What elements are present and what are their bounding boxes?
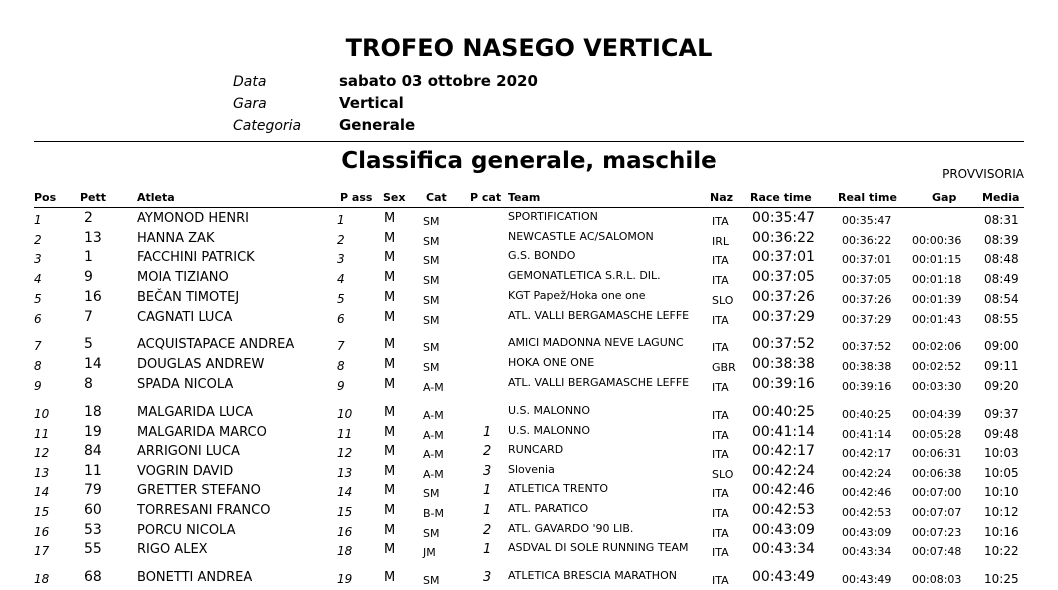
cell-pett: 79: [84, 482, 102, 498]
cell-cat: SM: [423, 527, 440, 540]
cell-pett: 53: [84, 522, 102, 538]
table-row: [0, 464, 1058, 484]
cell-atleta: CAGNATI LUCA: [137, 310, 233, 325]
cell-cat: SM: [423, 254, 440, 267]
cell-naz: ITA: [712, 527, 729, 540]
cell-pos: 6: [34, 312, 42, 326]
cell-sex: M: [384, 542, 396, 557]
cell-cat: SM: [423, 341, 440, 354]
cell-cat: JM: [423, 546, 436, 559]
cell-pos: 14: [34, 485, 50, 499]
cell-naz: ITA: [712, 381, 729, 394]
cell-race-time: 00:43:09: [752, 522, 815, 538]
table-row: [0, 425, 1058, 445]
meta-value-data: sabato 03 ottobre 2020: [339, 72, 538, 90]
cell-team: Slovenia: [508, 463, 555, 476]
cell-team: ATL. VALLI BERGAMASCHE LEFFE: [508, 376, 690, 389]
header-divider: [34, 207, 1024, 208]
cell-team: G.S. BONDO: [508, 249, 576, 262]
meta-value-gara: Vertical: [339, 94, 404, 112]
cell-pett: 55: [84, 541, 102, 557]
cell-pett: 8: [84, 376, 93, 392]
cell-media: 10:05: [984, 466, 1019, 480]
cell-atleta: PORCU NICOLA: [137, 523, 236, 538]
cell-team: ATLETICA BRESCIA MARATHON: [508, 569, 677, 582]
cell-sex: M: [384, 231, 396, 246]
col-header-cat: Cat: [426, 191, 447, 204]
cell-atleta: GRETTER STEFANO: [137, 483, 261, 498]
cell-pett: 68: [84, 569, 102, 585]
cell-gap: 00:02:06: [912, 340, 962, 353]
table-row: [0, 405, 1058, 425]
cell-race-time: 00:42:46: [752, 482, 815, 498]
cell-real-time: 00:42:53: [842, 506, 892, 519]
cell-naz: ITA: [712, 574, 729, 587]
cell-gap: 00:07:23: [912, 526, 962, 539]
cell-team: ATL. GAVARDO '90 LIB.: [508, 522, 634, 535]
cell-team: SPORTIFICATION: [508, 210, 598, 223]
cell-sex: M: [384, 483, 396, 498]
cell-media: 09:00: [984, 339, 1019, 353]
cell-cat: SM: [423, 487, 440, 500]
cell-pett: 19: [84, 424, 102, 440]
cell-real-time: 00:42:24: [842, 467, 892, 480]
table-row: [0, 231, 1058, 251]
cell-sex: M: [384, 377, 396, 392]
col-header-gap: Gap: [932, 191, 957, 204]
cell-gap: 00:03:30: [912, 380, 962, 393]
cell-cat: SM: [423, 361, 440, 374]
cell-cat: SM: [423, 215, 440, 228]
cell-pass: 14: [337, 485, 353, 499]
cell-media: 09:11: [984, 359, 1019, 373]
cell-pett: 14: [84, 356, 102, 372]
cell-team: AMICI MADONNA NEVE LAGUNC: [508, 336, 684, 349]
cell-real-time: 00:37:26: [842, 293, 892, 306]
cell-sex: M: [384, 444, 396, 459]
cell-media: 10:03: [984, 446, 1019, 460]
cell-media: 08:31: [984, 213, 1019, 227]
cell-cat: SM: [423, 294, 440, 307]
cell-pass: 13: [337, 466, 353, 480]
col-header-atleta: Atleta: [137, 191, 175, 204]
cell-naz: ITA: [712, 314, 729, 327]
cell-real-time: 00:37:29: [842, 313, 892, 326]
cell-cat: SM: [423, 274, 440, 287]
cell-naz: ITA: [712, 274, 729, 287]
table-row: [0, 290, 1058, 310]
cell-naz: ITA: [712, 487, 729, 500]
cell-real-time: 00:43:34: [842, 545, 892, 558]
cell-pett: 60: [84, 502, 102, 518]
cell-cat: SM: [423, 235, 440, 248]
meta-label-categoria: Categoria: [233, 118, 302, 134]
cell-sex: M: [384, 464, 396, 479]
cell-gap: 00:07:48: [912, 545, 962, 558]
cell-real-time: 00:43:09: [842, 526, 892, 539]
cell-pcat: 1: [483, 542, 492, 557]
cell-pass: 10: [337, 407, 353, 421]
col-header-naz: Naz: [710, 191, 734, 204]
cell-real-time: 00:43:49: [842, 573, 892, 586]
cell-sex: M: [384, 310, 396, 325]
cell-pass: 9: [337, 379, 345, 393]
cell-pos: 17: [34, 544, 50, 558]
cell-sex: M: [384, 290, 396, 305]
cell-pett: 9: [84, 269, 93, 285]
cell-real-time: 00:42:46: [842, 486, 892, 499]
cell-pett: 5: [84, 336, 93, 352]
cell-team: HOKA ONE ONE: [508, 356, 595, 369]
cell-atleta: ACQUISTAPACE ANDREA: [137, 337, 295, 352]
cell-gap: 00:05:28: [912, 428, 962, 441]
cell-pass: 11: [337, 427, 353, 441]
cell-real-time: 00:38:38: [842, 360, 892, 373]
cell-pett: 13: [84, 230, 102, 246]
cell-pass: 6: [337, 312, 345, 326]
cell-team: U.S. MALONNO: [508, 424, 591, 437]
cell-pos: 3: [34, 252, 42, 266]
cell-pos: 11: [34, 427, 50, 441]
cell-pcat: 3: [483, 464, 492, 479]
cell-atleta: ARRIGONI LUCA: [137, 444, 240, 459]
cell-pos: 18: [34, 572, 50, 586]
table-row: [0, 503, 1058, 523]
cell-pass: 3: [337, 252, 345, 266]
cell-race-time: 00:37:26: [752, 289, 815, 305]
cell-sex: M: [384, 250, 396, 265]
cell-real-time: 00:37:52: [842, 340, 892, 353]
cell-team: ASDVAL DI SOLE RUNNING TEAM: [508, 541, 689, 554]
cell-pett: 1: [84, 249, 93, 265]
meta-value-categoria: Generale: [339, 116, 416, 134]
cell-pett: 84: [84, 443, 102, 459]
cell-pcat: 2: [483, 523, 492, 538]
cell-race-time: 00:42:17: [752, 443, 815, 459]
cell-race-time: 00:42:24: [752, 463, 815, 479]
cell-atleta: RIGO ALEX: [137, 542, 208, 557]
cell-sex: M: [384, 425, 396, 440]
cell-pos: 4: [34, 272, 42, 286]
cell-atleta: MOIA TIZIANO: [137, 270, 229, 285]
cell-race-time: 00:37:52: [752, 336, 815, 352]
cell-atleta: AYMONOD HENRI: [137, 211, 249, 226]
table-row: [0, 377, 1058, 397]
cell-gap: 00:04:39: [912, 408, 962, 421]
cell-media: 08:54: [984, 292, 1019, 306]
cell-gap: 00:07:07: [912, 506, 962, 519]
cell-gap: 00:06:31: [912, 447, 962, 460]
cell-naz: ITA: [712, 546, 729, 559]
cell-atleta: HANNA ZAK: [137, 231, 215, 246]
table-row: [0, 483, 1058, 503]
cell-naz: ITA: [712, 409, 729, 422]
cell-pass: 19: [337, 572, 353, 586]
table-row: [0, 357, 1058, 377]
cell-atleta: TORRESANI FRANCO: [137, 503, 271, 518]
col-header-pass: P ass: [340, 191, 373, 204]
cell-atleta: MALGARIDA LUCA: [137, 405, 254, 420]
cell-pos: 16: [34, 525, 50, 539]
cell-naz: ITA: [712, 448, 729, 461]
cell-race-time: 00:37:01: [752, 249, 815, 265]
cell-naz: IRL: [712, 235, 730, 248]
cell-media: 10:12: [984, 505, 1019, 519]
cell-atleta: DOUGLAS ANDREW: [137, 357, 265, 372]
cell-gap: 00:02:52: [912, 360, 962, 373]
cell-naz: SLO: [712, 294, 734, 307]
cell-media: 08:55: [984, 312, 1019, 326]
cell-sex: M: [384, 211, 396, 226]
cell-real-time: 00:40:25: [842, 408, 892, 421]
cell-atleta: VOGRIN DAVID: [137, 464, 234, 479]
cell-team: ATL. PARATICO: [508, 502, 589, 515]
cell-pass: 18: [337, 544, 353, 558]
cell-pos: 1: [34, 213, 42, 227]
cell-sex: M: [384, 503, 396, 518]
meta-label-data: Data: [233, 74, 267, 90]
cell-pass: 7: [337, 339, 345, 353]
cell-race-time: 00:37:05: [752, 269, 815, 285]
cell-media: 10:22: [984, 544, 1019, 558]
cell-media: 09:37: [984, 407, 1019, 421]
cell-gap: 00:06:38: [912, 467, 962, 480]
table-row: [0, 310, 1058, 330]
cell-pett: 11: [84, 463, 102, 479]
cell-pos: 10: [34, 407, 50, 421]
table-row: [0, 337, 1058, 357]
cell-pos: 9: [34, 379, 42, 393]
cell-race-time: 00:35:47: [752, 210, 815, 226]
table-row: [0, 570, 1058, 590]
cell-sex: M: [384, 523, 396, 538]
cell-race-time: 00:39:16: [752, 376, 815, 392]
cell-real-time: 00:35:47: [842, 214, 892, 227]
cell-gap: 00:00:36: [912, 234, 962, 247]
cell-pass: 8: [337, 359, 345, 373]
cell-pcat: 3: [483, 570, 492, 585]
cell-pos: 12: [34, 446, 50, 460]
cell-pos: 15: [34, 505, 50, 519]
cell-naz: SLO: [712, 468, 734, 481]
cell-media: 08:49: [984, 272, 1019, 286]
table-row: [0, 523, 1058, 543]
col-header-pcat: P cat: [470, 191, 502, 204]
cell-atleta: BEČAN TIMOTEJ: [137, 290, 240, 305]
cell-race-time: 00:37:29: [752, 309, 815, 325]
cell-gap: 00:01:18: [912, 273, 962, 286]
cell-pass: 12: [337, 446, 353, 460]
page-title: TROFEO NASEGO VERTICAL: [345, 34, 713, 62]
cell-pett: 16: [84, 289, 102, 305]
cell-team: GEMONATLETICA S.R.L. DIL.: [508, 269, 661, 282]
cell-team: U.S. MALONNO: [508, 404, 591, 417]
col-header-pos: Pos: [34, 191, 57, 204]
table-row: [0, 444, 1058, 464]
table-row: [0, 211, 1058, 231]
cell-naz: GBR: [712, 361, 736, 374]
cell-cat: B-M: [423, 507, 445, 520]
cell-race-time: 00:41:14: [752, 424, 815, 440]
cell-gap: 00:08:03: [912, 573, 962, 586]
cell-sex: M: [384, 405, 396, 420]
cell-atleta: SPADA NICOLA: [137, 377, 234, 392]
cell-race-time: 00:36:22: [752, 230, 815, 246]
cell-pos: 8: [34, 359, 42, 373]
cell-race-time: 00:43:34: [752, 541, 815, 557]
cell-media: 09:20: [984, 379, 1019, 393]
col-header-pett: Pett: [80, 191, 107, 204]
cell-naz: ITA: [712, 429, 729, 442]
table-row: [0, 270, 1058, 290]
cell-media: 09:48: [984, 427, 1019, 441]
cell-media: 10:25: [984, 572, 1019, 586]
cell-naz: ITA: [712, 507, 729, 520]
cell-pos: 5: [34, 292, 42, 306]
table-row: [0, 250, 1058, 270]
cell-real-time: 00:37:05: [842, 273, 892, 286]
col-header-team: Team: [508, 191, 541, 204]
cell-pett: 2: [84, 210, 93, 226]
cell-gap: 00:01:43: [912, 313, 962, 326]
cell-atleta: FACCHINI PATRICK: [137, 250, 255, 265]
col-header-sex: Sex: [383, 191, 406, 204]
cell-team: RUNCARD: [508, 443, 564, 456]
cell-atleta: MALGARIDA MARCO: [137, 425, 267, 440]
cell-gap: 00:01:15: [912, 253, 962, 266]
cell-media: 08:48: [984, 252, 1019, 266]
cell-real-time: 00:36:22: [842, 234, 892, 247]
cell-cat: A-M: [423, 468, 444, 481]
cell-real-time: 00:39:16: [842, 380, 892, 393]
cell-real-time: 00:42:17: [842, 447, 892, 460]
cell-cat: A-M: [423, 409, 444, 422]
cell-team: KGT Papež/Hoka one one: [508, 289, 646, 302]
cell-atleta: BONETTI ANDREA: [137, 570, 253, 585]
cell-team: ATL. VALLI BERGAMASCHE LEFFE: [508, 309, 690, 322]
cell-cat: A-M: [423, 429, 444, 442]
cell-pcat: 1: [483, 483, 492, 498]
cell-cat: SM: [423, 574, 440, 587]
cell-media: 10:16: [984, 525, 1019, 539]
cell-pass: 4: [337, 272, 345, 286]
cell-sex: M: [384, 337, 396, 352]
col-header-media: Media: [982, 191, 1020, 204]
cell-pos: 2: [34, 233, 42, 247]
cell-pcat: 1: [483, 425, 492, 440]
cell-pett: 7: [84, 309, 93, 325]
cell-naz: ITA: [712, 341, 729, 354]
cell-pass: 1: [337, 213, 345, 227]
cell-pos: 7: [34, 339, 42, 353]
cell-race-time: 00:42:53: [752, 502, 815, 518]
cell-pett: 18: [84, 404, 102, 420]
cell-race-time: 00:38:38: [752, 356, 815, 372]
cell-race-time: 00:43:49: [752, 569, 815, 585]
top-divider: [34, 141, 1024, 142]
cell-sex: M: [384, 357, 396, 372]
col-header-real-time: Real time: [838, 191, 897, 204]
meta-label-gara: Gara: [233, 96, 267, 112]
cell-pass: 5: [337, 292, 345, 306]
cell-naz: ITA: [712, 215, 729, 228]
cell-media: 08:39: [984, 233, 1019, 247]
cell-pass: 2: [337, 233, 345, 247]
cell-pass: 16: [337, 525, 353, 539]
cell-pcat: 2: [483, 444, 492, 459]
cell-team: NEWCASTLE AC/SALOMON: [508, 230, 654, 243]
cell-cat: SM: [423, 314, 440, 327]
cell-cat: A-M: [423, 381, 444, 394]
cell-sex: M: [384, 570, 396, 585]
cell-pass: 15: [337, 505, 353, 519]
status-badge: PROVVISORIA: [942, 167, 1024, 181]
cell-naz: ITA: [712, 254, 729, 267]
cell-cat: A-M: [423, 448, 444, 461]
cell-pcat: 1: [483, 503, 492, 518]
cell-gap: 00:01:39: [912, 293, 962, 306]
table-row: [0, 542, 1058, 562]
cell-pos: 13: [34, 466, 50, 480]
col-header-race-time: Race time: [750, 191, 812, 204]
cell-media: 10:10: [984, 485, 1019, 499]
cell-sex: M: [384, 270, 396, 285]
results-subtitle: Classifica generale, maschile: [341, 148, 717, 174]
cell-real-time: 00:41:14: [842, 428, 892, 441]
cell-real-time: 00:37:01: [842, 253, 892, 266]
cell-team: ATLETICA TRENTO: [508, 482, 609, 495]
cell-race-time: 00:40:25: [752, 404, 815, 420]
cell-gap: 00:07:00: [912, 486, 962, 499]
